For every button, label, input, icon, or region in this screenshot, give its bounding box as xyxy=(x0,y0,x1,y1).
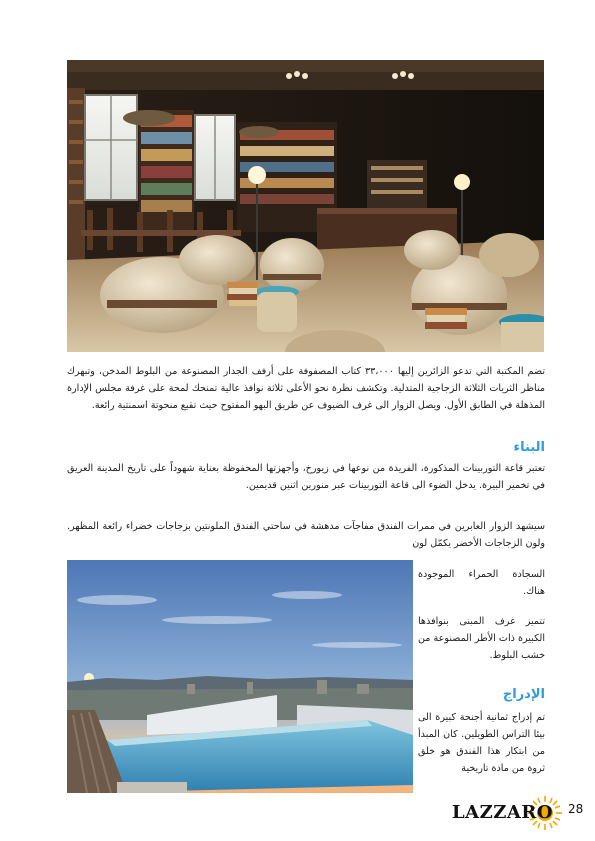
lazzaro-logo xyxy=(452,795,564,831)
listing-paragraph: تم إدراج ثمانية أجنحة كبيرة الى بيئا التراس الطويلين. كان المبدأ من ابتكار هذا الفندق هو خلق ثروة من مادة تاريخية xyxy=(418,712,545,774)
visitors-paragraph: سيشهد الزوار العابرين في ممرات الفندق مفاجآت مدهشة في ساحتي الفندق الملونتين بزجاجات خضراء رائعة المظهر. ولون الزجاجات الأخضر يكمّل لون xyxy=(67,521,545,549)
logo-text: LAZZARO xyxy=(452,802,554,823)
intro-paragraph: تضم المكتبة التي تدعو الزائرين إليها ٣٣،٠٠٠ كتاب المصفوفة على أرفف الجدار المصنوعة من البلوط المدخن، وتبهرك مناظر الثريات الثلاثة الزجاجية المتدلية. وتكشف نظرة نحو الأعلى ثلاثة نوافذ عالية تمنحك لمحة على غرفة مجلس الإدارة المذهلة في الطابق الأول. ويصل الزوار الى غرف الضيوف عن طريق البهو المفتوح حيث تقبع منحوتة اسمنتية رائعة. xyxy=(67,366,545,411)
building-paragraph: تعتبر قاعة التوربينات المذكورة، الفريدة من نوعها في زيورخ، وأجهزتها المحفوظة بعناية شهوداً على تاريخ المدينة العريق في تخمير البيرة. يدخل الضوء الى قاعة التوربينات عبر منورين اثنين قديمين. xyxy=(67,463,545,491)
section-heading-building: البناء xyxy=(513,440,545,455)
rooms-windows-text: تتميز غرف المبنى بنوافذها الكبيرة ذات الأطر المصنوعة من خشب البلوط. xyxy=(418,616,545,661)
carpet-text: السجادة الحمراء الموجودة هناك. xyxy=(418,569,545,597)
rooftop-pool-photo xyxy=(67,560,413,793)
page-number: 28 xyxy=(568,802,584,816)
library-lounge-photo xyxy=(67,60,544,352)
section-heading-listing: الإدراج xyxy=(502,687,545,702)
